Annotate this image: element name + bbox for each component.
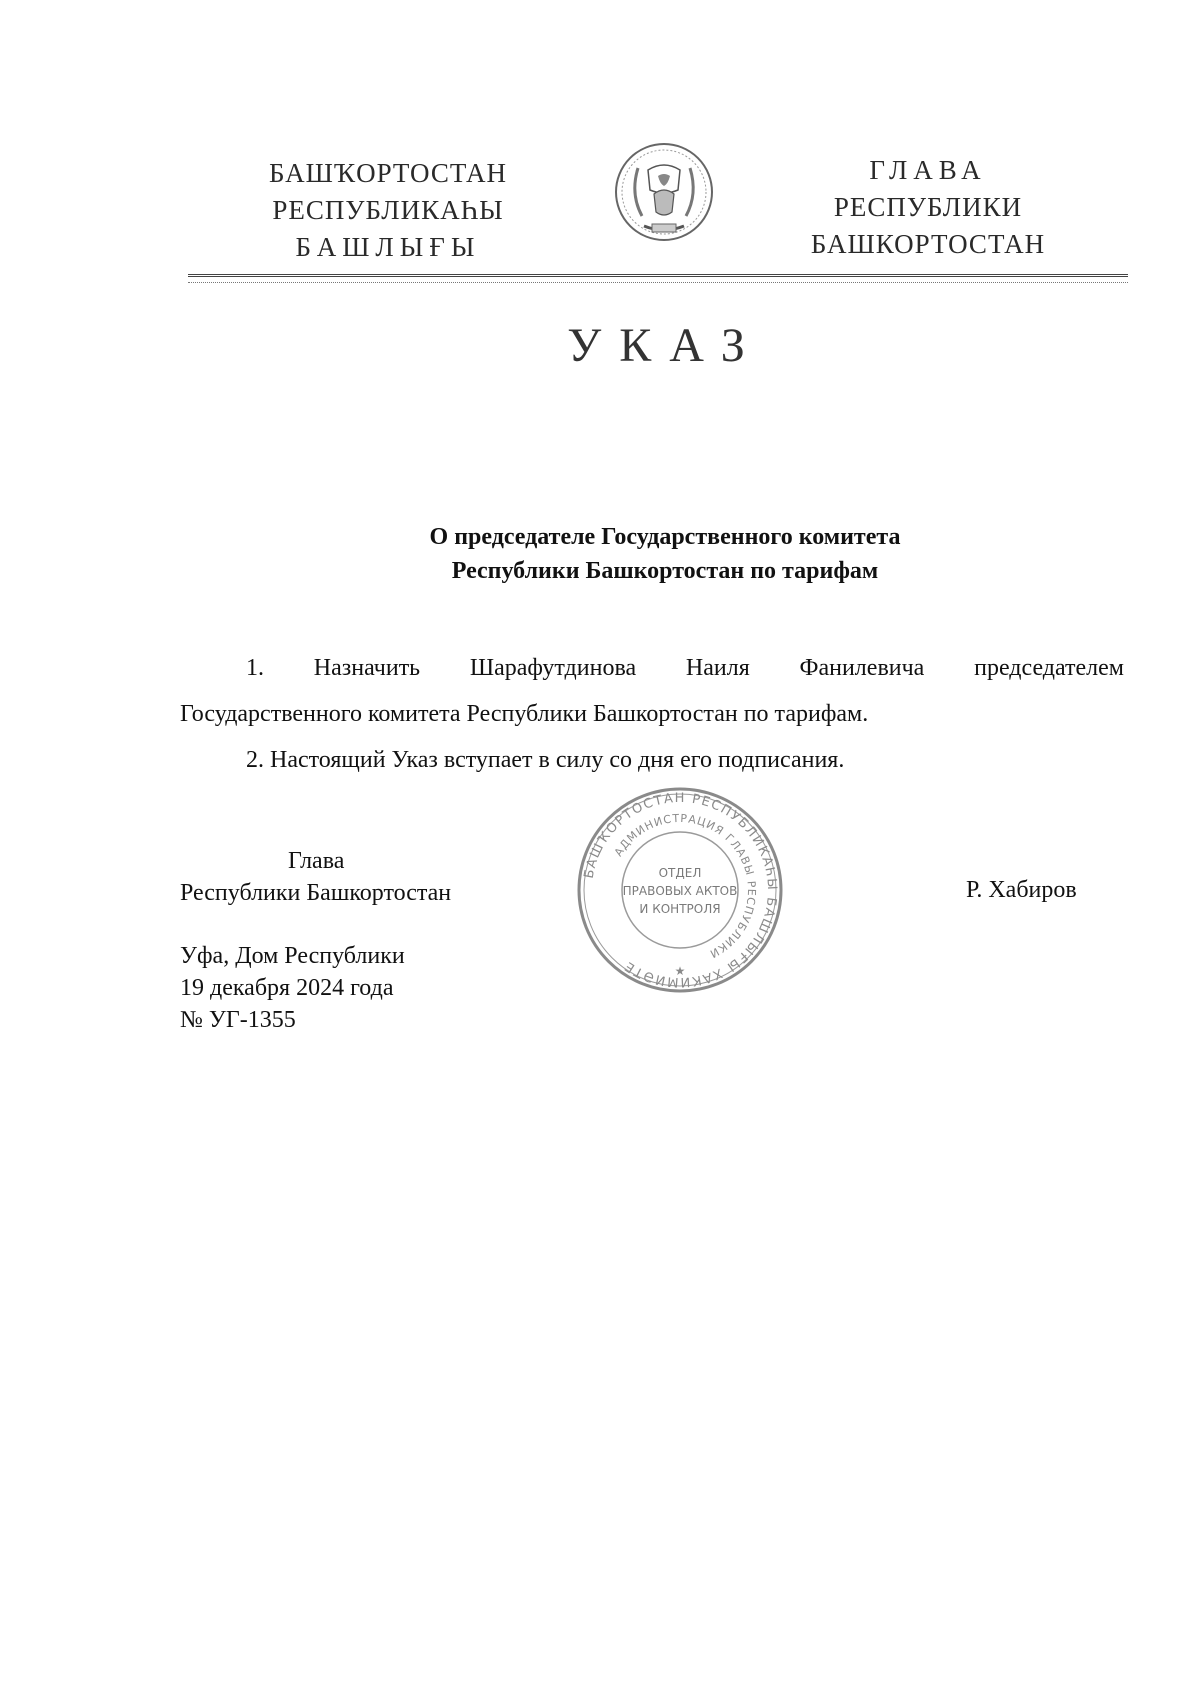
header-divider-dotted xyxy=(188,282,1128,283)
header-bashkir xyxy=(228,155,548,266)
coat-of-arms-icon xyxy=(608,138,720,250)
header-russian-line-2: РЕСПУБЛИКИ xyxy=(833,192,1023,222)
header-bashkir-line-2: РЕСПУБЛИКАҺЫ xyxy=(272,195,504,225)
signatory-position-line-2: Республики Башкортостан xyxy=(180,880,452,906)
stamp-star-icon: ★ xyxy=(674,964,686,978)
signatory-position-line-1: Глава xyxy=(288,848,345,874)
place: Уфа, Дом Республики xyxy=(180,943,405,969)
official-stamp xyxy=(575,785,785,995)
signatory-name: Р. Хабиров xyxy=(966,877,1077,903)
decree-title: УКАЗ xyxy=(567,319,763,372)
header-russian-line-3: БАШКОРТОСТАН xyxy=(810,229,1046,259)
paragraph-2: 2. Настоящий Указ вступает в силу со дня его подписания. xyxy=(246,747,845,773)
header-russian-line-1: ГЛАВА xyxy=(869,155,987,185)
header-russian xyxy=(768,152,1088,263)
stamp-outer-text: БАШҠОРТОСТАН РЕСПУБЛИКАҺЫ БАШЛЫҒЫ ХАКИМИӘТЕ xyxy=(581,790,780,990)
header-bashkir-line-3: БАШЛЫҒЫ xyxy=(295,232,481,262)
decree-number: № УГ-1355 xyxy=(180,1007,296,1033)
header-bashkir-line-1: БАШҠОРТОСТАН xyxy=(268,158,508,188)
paragraph-1-line-1: 1. Назначить Шарафутдинова Наиля Фанилевича председателем xyxy=(246,655,1124,681)
subject-line-2: Республики Башкортостан по тарифам xyxy=(451,558,879,584)
decree-date: 19 декабря 2024 года xyxy=(180,975,394,1001)
subject-line-1: О председателе Государственного комитета xyxy=(429,524,901,550)
decree-body xyxy=(180,645,1124,783)
stamp-center-line-3: И КОНТРОЛЯ xyxy=(639,902,721,916)
signatory-position xyxy=(180,845,451,909)
stamp-center-line-2: ПРАВОВЫХ АКТОВ xyxy=(622,884,738,898)
header-divider xyxy=(188,274,1128,277)
decree-subject xyxy=(340,520,990,588)
paragraph-1-line-2: Государственного комитета Республики Башкортостан по тарифам. xyxy=(180,701,869,727)
place-date-block xyxy=(180,940,405,1036)
stamp-inner-text: АДМИНИСТРАЦИЯ ГЛАВЫ РЕСПУБЛИКИ xyxy=(611,811,759,961)
stamp-center-line-1: ОТДЕЛ xyxy=(658,866,702,880)
